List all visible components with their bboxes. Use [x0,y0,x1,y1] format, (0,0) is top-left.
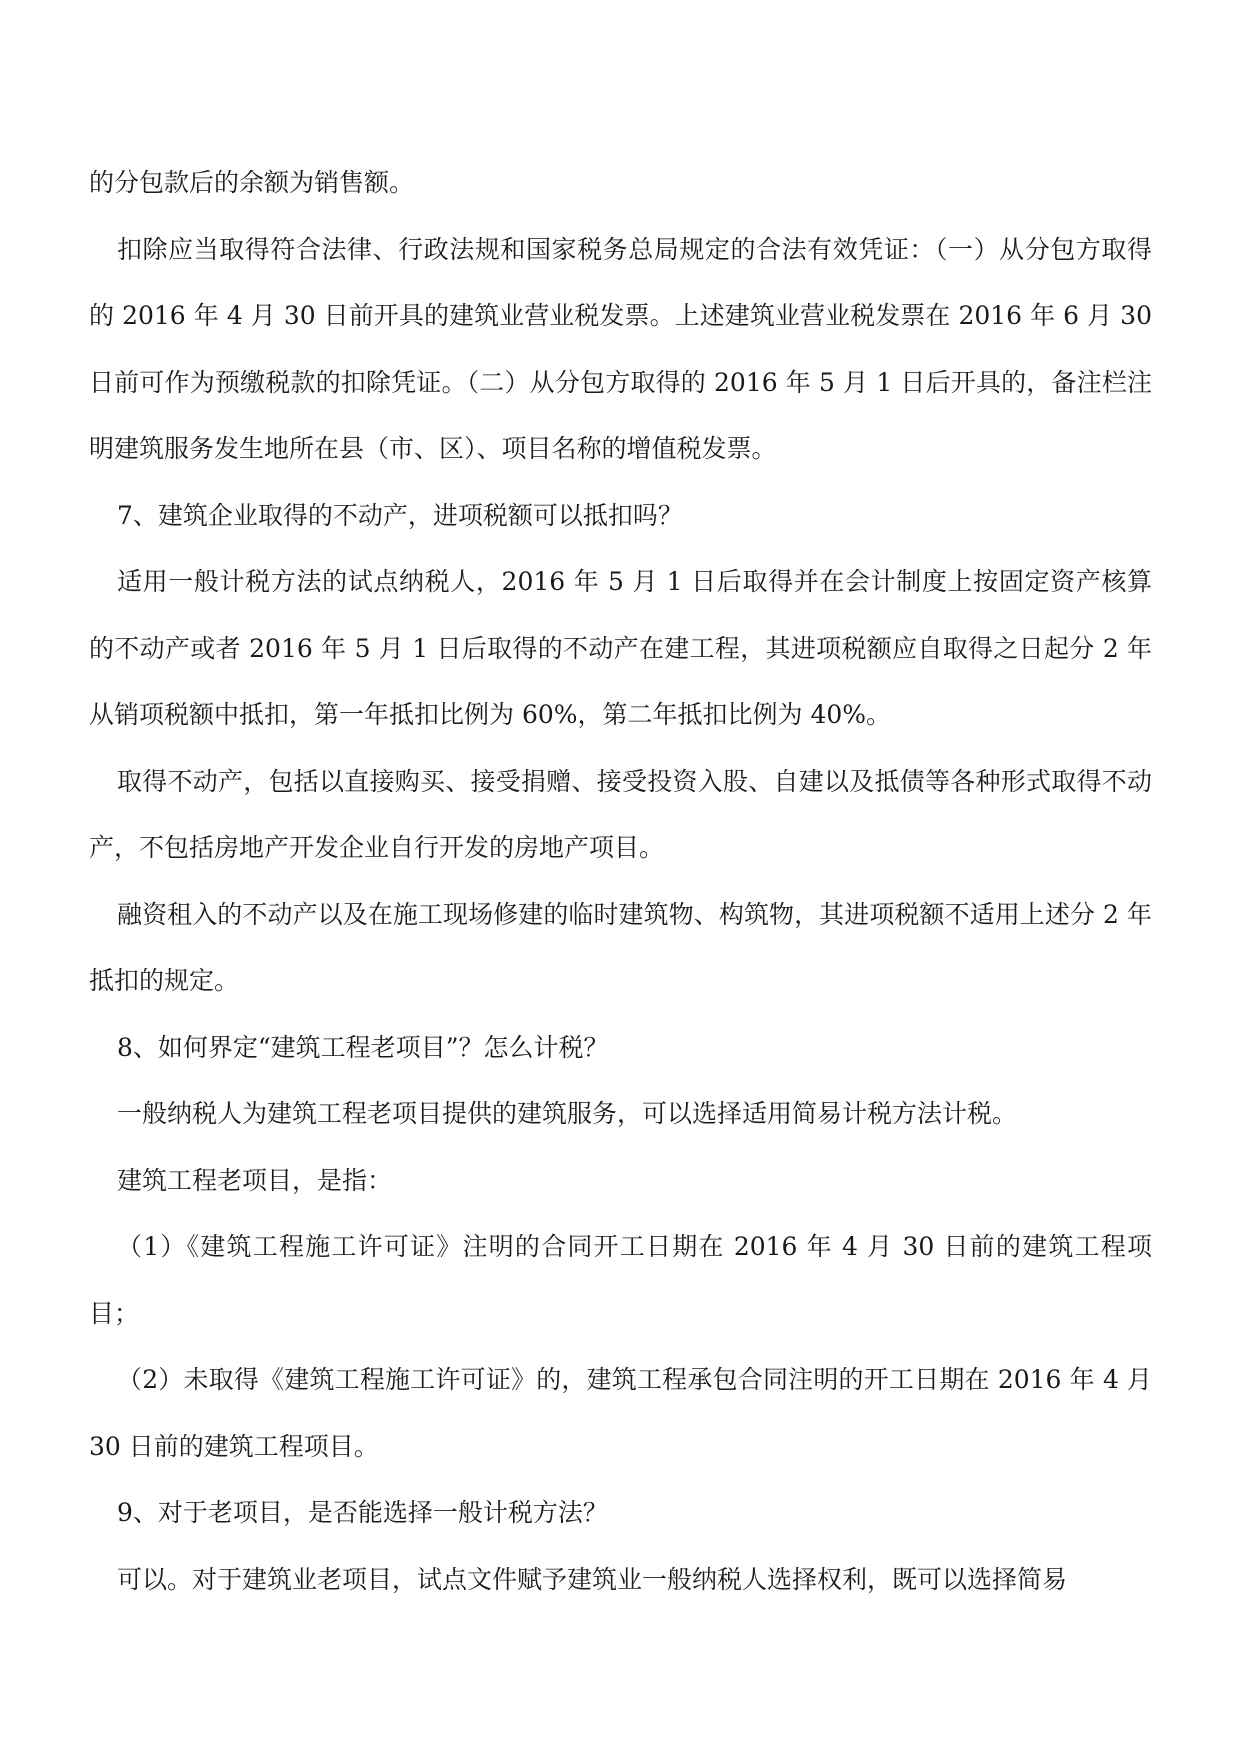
paragraph-definition-item-2: （2）未取得《建筑工程施工许可证》的，建筑工程承包合同注明的开工日期在 2016 年 4 月 30 日前的建筑工程项目。 [89,1365,1152,1461]
question-9-heading: 9、对于老项目，是否能选择一般计税方法？ [117,1498,608,1527]
paragraph-old-project-definition: 建筑工程老项目，是指： [117,1165,393,1195]
paragraph-answer-9: 可以。对于建筑业老项目，试点文件赋予建筑业一般纳税人选择权利，既可以选择简易 [117,1564,1068,1594]
question-7-heading: 7、建筑企业取得的不动产，进项税额可以抵扣吗？ [117,500,683,530]
paragraph-input-tax-deduction: 适用一般计税方法的试点纳税人，2016 年 5 月 1 日后取得并在会计制度上按固定资产核算的不动产或者 2016 年 5 月 1 日后取得的不动产在建工程，其进项税额应自取得之日起分 2 年从销项税额中抵扣，第一年抵扣比例为 60%，第二年抵扣比例为 40%。 [89,567,1152,729]
paragraph-definition-item-1: （1）《建筑工程施工许可证》注明的合同开工日期在 2016 年 4 月 30 日前的建筑工程项目； [89,1232,1152,1328]
paragraph-finance-lease: 融资租入的不动产以及在施工现场修建的临时建筑物、构筑物，其进项税额不适用上述分 2 年抵扣的规定。 [89,899,1152,995]
document-body [89,150,1152,1613]
question-8-heading: 8、如何界定“建筑工程老项目”？怎么计税？ [117,1032,609,1062]
paragraph-simple-tax-method: 一般纳税人为建筑工程老项目提供的建筑服务，可以选择适用简易计税方法计税。 [117,1099,1018,1128]
paragraph-continuation: 的分包款后的余额为销售额。 [89,168,415,197]
paragraph-deduction-vouchers: 扣除应当取得符合法律、行政法规和国家税务总局规定的合法有效凭证：（一）从分包方取得的 2016 年 4 月 30 日前开具的建筑业营业税发票。上述建筑业营业税发票在 2016 年 6 月 30 日前可作为预缴税款的扣除凭证。（二）从分包方取得的 2016 年 5 月 1 日后开具的，备注栏注明建筑服务发生地所在县（市、区）、项目名称的增值税发票。 [89,234,1152,463]
paragraph-acquire-real-estate: 取得不动产，包括以直接购买、接受捐赠、接受投资入股、自建以及抵债等各种形式取得不动产，不包括房地产开发企业自行开发的房地产项目。 [89,766,1152,862]
